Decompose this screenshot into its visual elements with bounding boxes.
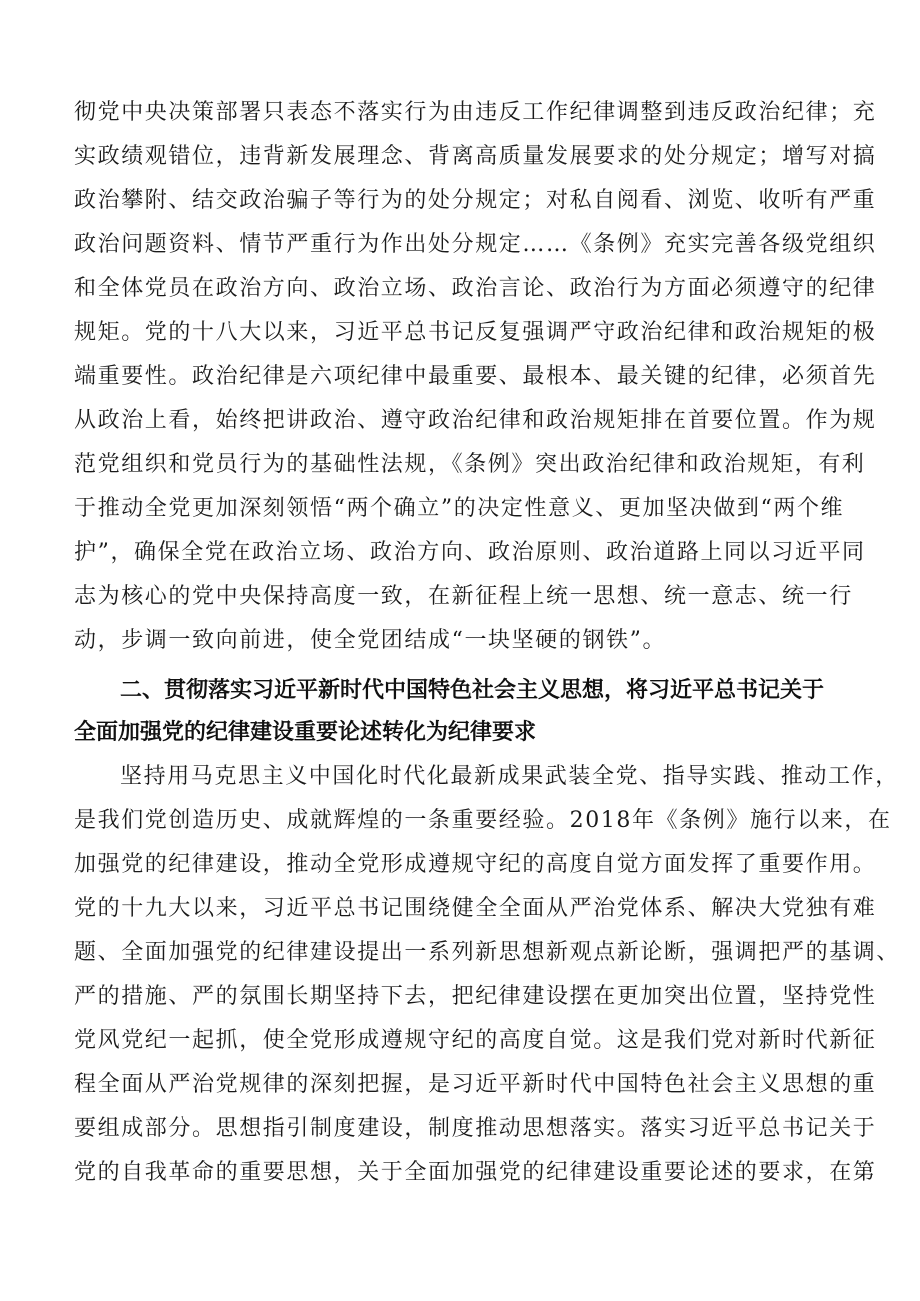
text-line: 坚持用马克思主义中国化时代化最新成果武装全党、指导实践、推动工作，: [120, 764, 899, 789]
text-line: 政治攀附、结交政治骗子等行为的处分规定；对私自阅看、浏览、收听有严重: [74, 188, 877, 213]
text-line: 动，步调一致向前进，使全党团结成“一块坚硬的钢铁”。: [74, 628, 667, 653]
text-line: 题、全面加强党的纪律建设提出一系列新思想新观点新论断，强调把严的基调、: [74, 940, 901, 965]
text-line: 严的措施、严的氛围长期坚持下去，把纪律建设摆在更加突出位置，坚持党性: [74, 984, 877, 1009]
text-line: 加强党的纪律建设，推动全党形成遵规守纪的高度自觉方面发挥了重要作用。: [74, 852, 877, 877]
text-line: 范党组织和党员行为的基础性法规，《条例》突出政治纪律和政治规矩，有利: [74, 452, 866, 477]
text-line: 党的自我革命的重要思想，关于全面加强党的纪律建设重要论述的要求，在第: [74, 1160, 877, 1185]
text-line: 从政治上看，始终把讲政治、遵守政治纪律和政治规矩排在首要位置。作为规: [74, 408, 877, 433]
text-line: 要组成部分。思想指引制度建设，制度推动思想落实。落实习近平总书记关于: [74, 1116, 877, 1141]
text-line: 彻党中央决策部署只表态不落实行为由违反工作纪律调整到违反政治纪律；充: [74, 100, 877, 125]
text-line: 程全面从严治党规律的深刻把握，是习近平新时代中国特色社会主义思想的重: [74, 1072, 877, 1097]
text-line: 政治问题资料、情节严重行为作出处分规定……《条例》充实完善各级党组织: [74, 232, 877, 257]
text-line: 端重要性。政治纪律是六项纪律中最重要、最根本、最关键的纪律，必须首先: [74, 364, 877, 389]
text-line: 党风党纪一起抓，使全党形成遵规守纪的高度自觉。这是我们党对新时代新征: [74, 1028, 877, 1053]
heading-line: 二、贯彻落实习近平新时代中国特色社会主义思想，将习近平总书记关于: [120, 678, 825, 703]
text-line: 规矩。党的十八大以来，习近平总书记反复强调严守政治纪律和政治规矩的极: [74, 320, 877, 345]
text-line: 志为核心的党中央保持高度一致，在新征程上统一思想、统一意志、统一行: [74, 584, 853, 609]
heading-line: 全面加强党的纪律建设重要论述转化为纪律要求: [74, 720, 537, 745]
text-line: 护”，确保全党在政治立场、政治方向、政治原则、政治道路上同以习近平同: [74, 540, 866, 565]
text-line: 党的十九大以来，习近平总书记围绕健全全面从严治党体系、解决大党独有难: [74, 896, 877, 921]
text-line: 实政绩观错位，违背新发展理念、背离高质量发展要求的处分规定；增写对搞: [74, 144, 877, 169]
text-line: 于推动全党更加深刻领悟“两个确立”的决定性意义、更加坚决做到“两个维: [74, 496, 845, 521]
text-line: 是我们党创造历史、成就辉煌的一条重要经验。2018年《条例》施行以来，在: [74, 808, 892, 833]
text-line: 和全体党员在政治方向、政治立场、政治言论、政治行为方面必须遵守的纪律: [74, 276, 877, 301]
